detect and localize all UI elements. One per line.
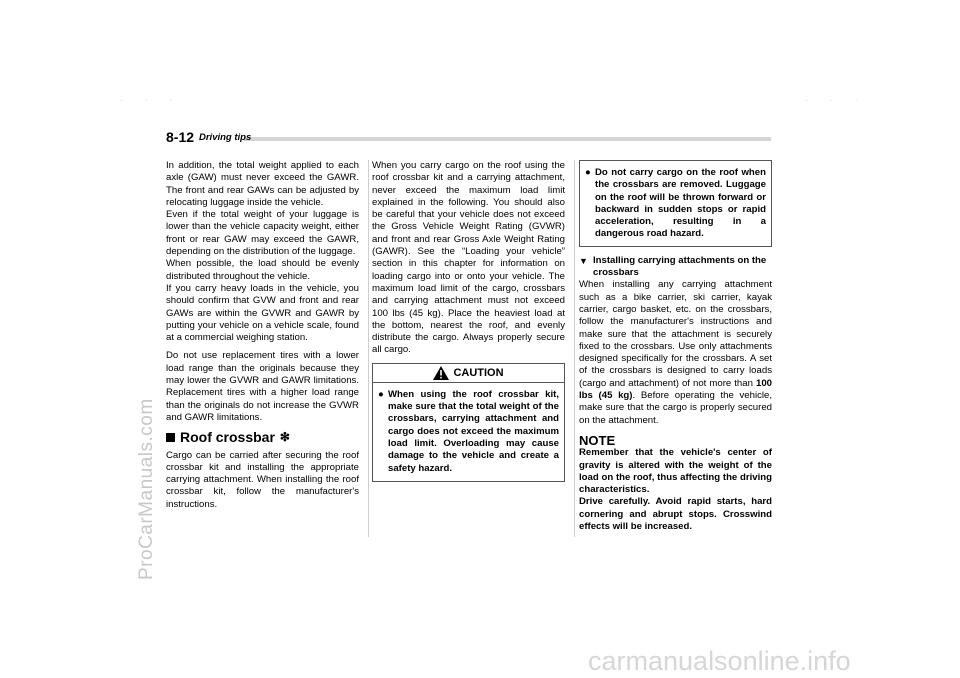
page-number: 8-12 xyxy=(166,129,195,145)
caution-box xyxy=(372,363,565,482)
subsection-heading xyxy=(579,255,772,280)
note-text: Drive carefully. Avoid rapid starts, hard cornering and abrupt stops. Crosswind effects will be increased. xyxy=(579,496,772,533)
paragraph: Even if the total weight of your luggage is lower than the vehicle capacity weight, either front or rear GAW may exceed the GAWR, depending on the distribution of the luggage. xyxy=(166,209,359,258)
paragraph xyxy=(579,279,772,427)
crop-mark-right: · · · xyxy=(805,96,868,105)
paragraph: Do not use replacement tires with a lower load range than the originals because they may lower the GVWR and GAWR limitations. Replacement tires with a higher load range than the originals do not increase the GVWR and GAWR limitations. xyxy=(166,350,359,423)
load-limit: 100 lbs (45 kg) xyxy=(579,377,772,402)
column-divider-2 xyxy=(574,160,575,537)
paragraph: Cargo can be carried after securing the roof crossbar kit and installing the appropriate carrying attachment. When installing the roof crossbar kit, follow the manufacturer's instructions. xyxy=(166,449,359,510)
column-1 xyxy=(166,160,359,511)
bottom-watermark: carmanualsonline.info xyxy=(588,646,851,676)
bullet-icon: ● xyxy=(378,388,384,400)
column-3 xyxy=(579,160,772,533)
caution-body xyxy=(373,383,564,481)
bullet-icon: ● xyxy=(585,167,591,178)
caution-text: When using the roof crossbar kit, make sure that the total weight of the crossbars, carrying attachment and cargo does not exceed the maximum load limit. Overloading may cause damage to the vehicle and create a safety hazard. xyxy=(388,388,559,474)
section-heading xyxy=(166,429,359,446)
paragraph: If you carry heavy loads in the vehicle, you should confirm that GVW and front and rear GAWs are within the GVWR and GAWR by putting your vehicle on a vehicle scale, found at a commercial weighing station. xyxy=(166,282,359,344)
section-name: Driving tips xyxy=(199,132,252,143)
down-triangle-icon: ▼ xyxy=(579,255,588,266)
column-divider-1 xyxy=(368,160,369,537)
caution-header xyxy=(373,364,564,383)
section-title: Roof crossbar xyxy=(180,429,275,446)
paragraph: In addition, the total weight applied to each axle (GAW) must never exceed the GAWR. The front and rear GAWs can be adjusted by relocating luggage inside the vehicle. xyxy=(166,160,359,208)
note-text: Remember that the vehicle's center of gravity is altered with the weight of the load on the roof, thus affecting the driving characteristics. xyxy=(579,447,772,496)
list-item xyxy=(585,167,766,241)
text-run: When installing any carrying attachment such as a bike carrier, ski carrier, kayak carrier, cargo basket, etc. on the crossbars, follow the manufacturer's instructions and make sure that the attachment is securely fixed to the crossbars. Use only attachments designed specifically for the crossbars. A set of the crossbars is designed to carry loads (cargo and attachment) of not more than xyxy=(579,279,772,389)
text-run: . Before operating the vehicle, make sure that the cargo is properly secured on the attachment. xyxy=(579,390,773,426)
paragraph: When you carry cargo on the roof using the roof crossbar kit and a carrying attachment, never exceed the maximum load limit explained in the following. You should also be careful that your vehicle does not exceed the Gross Vehicle Weight Rating (GVWR) and front and rear Gross Axle Weight Rating (GAWR). See the “Loading your vehicle” section in this chapter for information on loading cargo into or onto your vehicle. The maximum load limit of the cargo, crossbars and carrying attachment must not exceed 100 lbs (45 kg). Place the heaviest load at the bottom, nearest the roof, and evenly distribute the cargo. Always properly secure all cargo. xyxy=(372,160,565,356)
side-watermark: ProCarManuals.com xyxy=(136,398,157,580)
header-bar xyxy=(244,137,771,141)
warning-text: Do not carry cargo on the roof when the crossbars are removed. Luggage on the roof will be thrown forward or backward in sudden stops or rapid acceleration, resulting in a dangerous road hazard. xyxy=(595,167,766,240)
paragraph: When possible, the load should be evenly distributed throughout the vehicle. xyxy=(166,258,359,282)
crop-mark-left: · · · xyxy=(120,96,183,105)
warning-box xyxy=(579,160,772,247)
square-bullet-icon xyxy=(166,433,175,442)
subsection-title: Installing carrying attachments on the crossbars xyxy=(593,254,767,279)
section-mark-icon: ❇ xyxy=(279,430,290,445)
column-2 xyxy=(372,160,565,482)
caution-label: CAUTION xyxy=(453,366,504,379)
warning-triangle-icon xyxy=(433,366,449,380)
list-item xyxy=(378,389,559,475)
note-label: NOTE xyxy=(579,432,616,448)
page-header xyxy=(166,131,771,145)
